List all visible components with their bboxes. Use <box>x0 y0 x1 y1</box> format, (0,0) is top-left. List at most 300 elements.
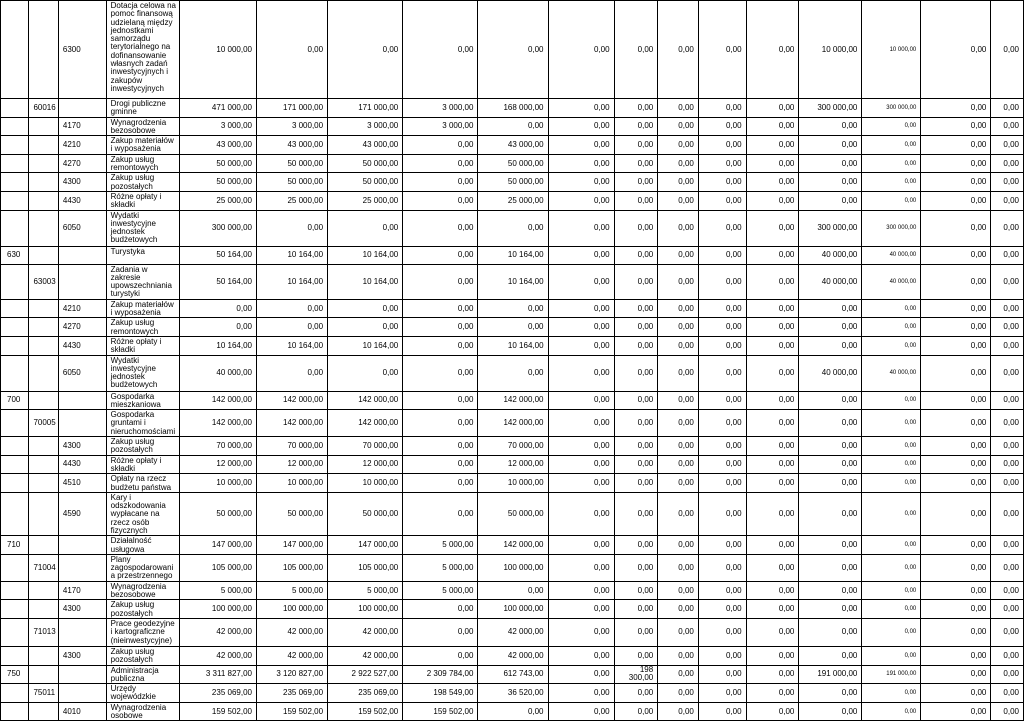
chapter-code <box>29 474 58 493</box>
value-cell: 0,00 <box>746 154 799 173</box>
paragraph-code <box>58 391 106 410</box>
paragraph-code: 6050 <box>58 355 106 391</box>
value-cell: 10 164,00 <box>478 246 548 264</box>
chapter-code <box>29 318 58 337</box>
value-cell: 0,00 <box>862 410 921 437</box>
value-cell: 0,00 <box>614 554 658 581</box>
description-cell: Turystyka <box>106 246 179 264</box>
section-code <box>1 684 29 703</box>
value-cell: 5 000,00 <box>256 581 327 600</box>
chapter-code <box>29 536 58 555</box>
value-cell: 0,00 <box>746 318 799 337</box>
value-cell: 0,00 <box>698 492 746 535</box>
value-cell: 25 000,00 <box>328 191 403 210</box>
value-cell: 50 000,00 <box>256 492 327 535</box>
value-cell: 10 164,00 <box>328 264 403 299</box>
value-cell: 0,00 <box>614 1 658 99</box>
value-cell: 142 000,00 <box>328 410 403 437</box>
value-cell: 0,00 <box>991 492 1024 535</box>
value-cell: 0,00 <box>862 117 921 136</box>
paragraph-code <box>58 536 106 555</box>
value-cell: 40 000,00 <box>862 264 921 299</box>
value-cell: 0,00 <box>614 536 658 555</box>
value-cell: 40 000,00 <box>862 246 921 264</box>
value-cell: 142 000,00 <box>179 391 256 410</box>
section-code <box>1 355 29 391</box>
value-cell: 0,00 <box>991 173 1024 192</box>
value-cell: 0,00 <box>548 355 614 391</box>
value-cell: 0,00 <box>403 410 478 437</box>
value-cell: 0,00 <box>746 684 799 703</box>
description-cell: Różne opłaty i składki <box>106 191 179 210</box>
value-cell: 0,00 <box>746 410 799 437</box>
value-cell: 0,00 <box>403 210 478 246</box>
table-row <box>1 299 1024 318</box>
value-cell: 3 000,00 <box>403 117 478 136</box>
value-cell: 0,00 <box>658 99 699 118</box>
chapter-code <box>29 336 58 355</box>
value-cell: 0,00 <box>862 437 921 456</box>
value-cell: 0,00 <box>658 474 699 493</box>
table-row <box>1 318 1024 337</box>
value-cell: 0,00 <box>746 665 799 684</box>
value-cell: 5 000,00 <box>179 581 256 600</box>
value-cell: 105 000,00 <box>328 554 403 581</box>
value-cell: 0,00 <box>548 318 614 337</box>
value-cell: 3 311 827,00 <box>179 665 256 684</box>
value-cell: 168 000,00 <box>478 99 548 118</box>
value-cell: 0,00 <box>698 665 746 684</box>
table-row <box>1 246 1024 264</box>
value-cell: 0,00 <box>658 455 699 474</box>
description-cell: Gospodarka gruntami i nieruchomościami <box>106 410 179 437</box>
value-cell: 0,00 <box>614 618 658 646</box>
value-cell: 0,00 <box>921 173 991 192</box>
value-cell: 300 000,00 <box>799 99 862 118</box>
value-cell: 5 000,00 <box>328 581 403 600</box>
section-code <box>1 581 29 600</box>
value-cell: 0,00 <box>256 210 327 246</box>
value-cell: 142 000,00 <box>256 410 327 437</box>
value-cell: 0,00 <box>862 684 921 703</box>
section-code <box>1 437 29 456</box>
value-cell: 0,00 <box>799 154 862 173</box>
description-cell: Urzędy wojewódzkie <box>106 684 179 703</box>
value-cell: 25 000,00 <box>256 191 327 210</box>
value-cell: 0,00 <box>698 1 746 99</box>
value-cell: 0,00 <box>403 154 478 173</box>
value-cell: 0,00 <box>991 299 1024 318</box>
value-cell: 0,00 <box>403 246 478 264</box>
value-cell: 0,00 <box>256 1 327 99</box>
value-cell: 0,00 <box>548 299 614 318</box>
value-cell: 0,00 <box>548 191 614 210</box>
value-cell: 0,00 <box>614 455 658 474</box>
value-cell: 0,00 <box>256 318 327 337</box>
chapter-code <box>29 702 58 721</box>
value-cell: 0,00 <box>403 173 478 192</box>
value-cell: 0,00 <box>698 554 746 581</box>
value-cell: 0,00 <box>991 410 1024 437</box>
value-cell: 0,00 <box>658 191 699 210</box>
description-cell: Zakup usług pozostałych <box>106 437 179 456</box>
value-cell: 5 000,00 <box>403 554 478 581</box>
chapter-code <box>29 246 58 264</box>
value-cell: 0,00 <box>746 474 799 493</box>
value-cell: 0,00 <box>799 702 862 721</box>
value-cell: 0,00 <box>746 136 799 155</box>
chapter-code <box>29 173 58 192</box>
value-cell: 42 000,00 <box>256 646 327 665</box>
value-cell: 12 000,00 <box>328 455 403 474</box>
chapter-code: 71004 <box>29 554 58 581</box>
value-cell: 0,00 <box>862 600 921 619</box>
value-cell: 142 000,00 <box>328 391 403 410</box>
description-cell: Zakup usług pozostałych <box>106 173 179 192</box>
section-code <box>1 191 29 210</box>
section-code: 700 <box>1 391 29 410</box>
value-cell: 0,00 <box>746 581 799 600</box>
table-row <box>1 99 1024 118</box>
value-cell: 0,00 <box>403 391 478 410</box>
description-cell: Administracja publiczna <box>106 665 179 684</box>
description-cell: Kary i odszkodowania wypłacane na rzecz osób fizycznych <box>106 492 179 535</box>
section-code <box>1 336 29 355</box>
value-cell: 105 000,00 <box>179 554 256 581</box>
value-cell: 0,00 <box>799 299 862 318</box>
value-cell: 0,00 <box>478 355 548 391</box>
value-cell: 0,00 <box>614 410 658 437</box>
section-code <box>1 264 29 299</box>
value-cell: 0,00 <box>862 618 921 646</box>
value-cell: 0,00 <box>548 99 614 118</box>
value-cell: 171 000,00 <box>328 99 403 118</box>
value-cell: 0,00 <box>698 173 746 192</box>
table-row <box>1 210 1024 246</box>
value-cell: 12 000,00 <box>478 455 548 474</box>
chapter-code <box>29 492 58 535</box>
section-code <box>1 618 29 646</box>
value-cell: 0,00 <box>746 554 799 581</box>
value-cell: 50 164,00 <box>179 264 256 299</box>
value-cell: 0,00 <box>862 391 921 410</box>
value-cell: 0,00 <box>921 246 991 264</box>
value-cell: 50 000,00 <box>328 154 403 173</box>
value-cell: 147 000,00 <box>328 536 403 555</box>
value-cell: 0,00 <box>548 581 614 600</box>
value-cell: 0,00 <box>921 554 991 581</box>
section-code <box>1 318 29 337</box>
paragraph-code: 4430 <box>58 191 106 210</box>
value-cell: 0,00 <box>799 437 862 456</box>
table-row <box>1 646 1024 665</box>
value-cell: 0,00 <box>614 318 658 337</box>
value-cell: 0,00 <box>548 136 614 155</box>
chapter-code <box>29 455 58 474</box>
value-cell: 10 164,00 <box>256 264 327 299</box>
description-cell: Zakup usług pozostałych <box>106 646 179 665</box>
value-cell: 0,00 <box>548 684 614 703</box>
value-cell: 0,00 <box>658 336 699 355</box>
value-cell: 0,00 <box>991 455 1024 474</box>
value-cell: 0,00 <box>614 117 658 136</box>
value-cell: 0,00 <box>548 336 614 355</box>
paragraph-code: 4210 <box>58 136 106 155</box>
value-cell: 10 164,00 <box>478 336 548 355</box>
paragraph-code <box>58 618 106 646</box>
value-cell: 0,00 <box>548 618 614 646</box>
value-cell: 0,00 <box>614 437 658 456</box>
value-cell: 0,00 <box>746 264 799 299</box>
value-cell: 42 000,00 <box>179 618 256 646</box>
value-cell: 10 000,00 <box>179 1 256 99</box>
value-cell: 0,00 <box>862 492 921 535</box>
table-row <box>1 455 1024 474</box>
value-cell: 0,00 <box>698 437 746 456</box>
section-code <box>1 210 29 246</box>
value-cell: 0,00 <box>746 246 799 264</box>
value-cell: 0,00 <box>698 99 746 118</box>
value-cell: 0,00 <box>658 117 699 136</box>
value-cell: 105 000,00 <box>256 554 327 581</box>
description-cell: Różne opłaty i składki <box>106 455 179 474</box>
value-cell: 0,00 <box>478 117 548 136</box>
value-cell: 0,00 <box>799 646 862 665</box>
description-cell: Zadania w zakresie upowszechniania turystyki <box>106 264 179 299</box>
value-cell: 0,00 <box>799 684 862 703</box>
value-cell: 40 000,00 <box>179 355 256 391</box>
value-cell: 50 000,00 <box>478 173 548 192</box>
value-cell: 0,00 <box>746 355 799 391</box>
value-cell: 0,00 <box>658 391 699 410</box>
value-cell: 0,00 <box>698 646 746 665</box>
table-row <box>1 264 1024 299</box>
value-cell: 10 000,00 <box>862 1 921 99</box>
chapter-code <box>29 1 58 99</box>
value-cell: 0,00 <box>328 355 403 391</box>
value-cell: 0,00 <box>799 492 862 535</box>
value-cell: 43 000,00 <box>179 136 256 155</box>
chapter-code: 70005 <box>29 410 58 437</box>
chapter-code: 75011 <box>29 684 58 703</box>
paragraph-code: 4430 <box>58 336 106 355</box>
value-cell: 0,00 <box>614 210 658 246</box>
value-cell: 0,00 <box>548 437 614 456</box>
description-cell: Zakup usług remontowych <box>106 154 179 173</box>
value-cell: 0,00 <box>403 618 478 646</box>
value-cell: 0,00 <box>658 437 699 456</box>
value-cell: 0,00 <box>614 581 658 600</box>
value-cell: 0,00 <box>991 1 1024 99</box>
value-cell: 0,00 <box>746 702 799 721</box>
paragraph-code: 4300 <box>58 437 106 456</box>
value-cell: 0,00 <box>991 391 1024 410</box>
table-row <box>1 173 1024 192</box>
table-row <box>1 492 1024 535</box>
value-cell: 0,00 <box>478 1 548 99</box>
value-cell: 0,00 <box>991 684 1024 703</box>
value-cell: 0,00 <box>698 355 746 391</box>
value-cell: 0,00 <box>548 536 614 555</box>
value-cell: 50 164,00 <box>179 246 256 264</box>
value-cell: 612 743,00 <box>478 665 548 684</box>
value-cell: 0,00 <box>746 492 799 535</box>
value-cell: 0,00 <box>862 536 921 555</box>
value-cell: 0,00 <box>256 299 327 318</box>
value-cell: 0,00 <box>862 702 921 721</box>
value-cell: 0,00 <box>799 581 862 600</box>
value-cell: 25 000,00 <box>478 191 548 210</box>
value-cell: 50 000,00 <box>256 154 327 173</box>
value-cell: 0,00 <box>478 702 548 721</box>
value-cell: 0,00 <box>658 1 699 99</box>
chapter-code <box>29 600 58 619</box>
value-cell: 0,00 <box>614 702 658 721</box>
value-cell: 50 000,00 <box>478 492 548 535</box>
value-cell: 0,00 <box>799 191 862 210</box>
chapter-code <box>29 154 58 173</box>
value-cell: 0,00 <box>921 684 991 703</box>
value-cell: 0,00 <box>614 191 658 210</box>
value-cell: 0,00 <box>698 246 746 264</box>
value-cell: 0,00 <box>614 492 658 535</box>
section-code: 750 <box>1 665 29 684</box>
value-cell: 0,00 <box>698 117 746 136</box>
value-cell: 0,00 <box>991 474 1024 493</box>
description-cell: Dotacja celowa na pomoc finansową udzielaną między jednostkami samorządu terytorialnego na dofinansowanie własnych zadań inwestycyjnych i zakupów inwestycyjnych <box>106 1 179 99</box>
value-cell: 0,00 <box>403 455 478 474</box>
value-cell: 0,00 <box>991 554 1024 581</box>
value-cell: 0,00 <box>862 474 921 493</box>
section-code <box>1 600 29 619</box>
paragraph-code <box>58 554 106 581</box>
value-cell: 0,00 <box>698 299 746 318</box>
value-cell: 191 000,00 <box>799 665 862 684</box>
paragraph-code: 4170 <box>58 117 106 136</box>
value-cell: 0,00 <box>328 318 403 337</box>
description-cell: Drogi publiczne gminne <box>106 99 179 118</box>
description-cell: Wydatki inwestycyjne jednostek budżetowych <box>106 210 179 246</box>
description-cell: Wynagrodzenia osobowe <box>106 702 179 721</box>
value-cell: 0,00 <box>746 536 799 555</box>
chapter-code: 63003 <box>29 264 58 299</box>
paragraph-code <box>58 410 106 437</box>
value-cell: 3 000,00 <box>179 117 256 136</box>
value-cell: 0,00 <box>614 336 658 355</box>
value-cell: 0,00 <box>799 410 862 437</box>
value-cell: 0,00 <box>614 154 658 173</box>
value-cell: 0,00 <box>921 154 991 173</box>
value-cell: 0,00 <box>548 646 614 665</box>
value-cell: 0,00 <box>698 336 746 355</box>
table-row <box>1 154 1024 173</box>
value-cell: 0,00 <box>799 336 862 355</box>
value-cell: 0,00 <box>658 318 699 337</box>
value-cell: 0,00 <box>799 600 862 619</box>
value-cell: 0,00 <box>991 665 1024 684</box>
value-cell: 159 502,00 <box>403 702 478 721</box>
value-cell: 0,00 <box>991 618 1024 646</box>
value-cell: 10 164,00 <box>328 246 403 264</box>
value-cell: 100 000,00 <box>256 600 327 619</box>
paragraph-code <box>58 246 106 264</box>
value-cell: 0,00 <box>746 173 799 192</box>
section-code <box>1 299 29 318</box>
value-cell: 100 000,00 <box>478 600 548 619</box>
value-cell: 235 069,00 <box>179 684 256 703</box>
value-cell: 70 000,00 <box>256 437 327 456</box>
value-cell: 0,00 <box>614 99 658 118</box>
chapter-code <box>29 646 58 665</box>
value-cell: 0,00 <box>991 264 1024 299</box>
chapter-code <box>29 210 58 246</box>
value-cell: 10 000,00 <box>799 1 862 99</box>
value-cell: 40 000,00 <box>799 355 862 391</box>
value-cell: 147 000,00 <box>256 536 327 555</box>
value-cell: 10 164,00 <box>478 264 548 299</box>
value-cell: 0,00 <box>403 600 478 619</box>
value-cell: 0,00 <box>658 600 699 619</box>
value-cell: 0,00 <box>256 355 327 391</box>
value-cell: 0,00 <box>991 117 1024 136</box>
value-cell: 0,00 <box>403 299 478 318</box>
value-cell: 0,00 <box>658 554 699 581</box>
value-cell: 0,00 <box>698 410 746 437</box>
value-cell: 0,00 <box>746 455 799 474</box>
value-cell: 43 000,00 <box>478 136 548 155</box>
value-cell: 0,00 <box>921 336 991 355</box>
value-cell: 0,00 <box>746 117 799 136</box>
value-cell: 0,00 <box>698 318 746 337</box>
value-cell: 0,00 <box>799 173 862 192</box>
value-cell: 0,00 <box>548 474 614 493</box>
section-code <box>1 173 29 192</box>
chapter-code: 71013 <box>29 618 58 646</box>
value-cell: 0,00 <box>862 336 921 355</box>
value-cell: 10 000,00 <box>328 474 403 493</box>
chapter-code <box>29 299 58 318</box>
value-cell: 100 000,00 <box>328 600 403 619</box>
value-cell: 0,00 <box>658 536 699 555</box>
value-cell: 142 000,00 <box>179 410 256 437</box>
value-cell: 171 000,00 <box>256 99 327 118</box>
value-cell: 0,00 <box>991 581 1024 600</box>
value-cell: 0,00 <box>658 264 699 299</box>
section-code <box>1 554 29 581</box>
value-cell: 0,00 <box>746 99 799 118</box>
value-cell: 0,00 <box>991 355 1024 391</box>
value-cell: 50 000,00 <box>256 173 327 192</box>
description-cell: Działalność usługowa <box>106 536 179 555</box>
value-cell: 0,00 <box>862 191 921 210</box>
value-cell: 0,00 <box>179 318 256 337</box>
table-row <box>1 136 1024 155</box>
paragraph-code <box>58 264 106 299</box>
section-code <box>1 1 29 99</box>
value-cell: 0,00 <box>862 173 921 192</box>
value-cell: 198 300,00 <box>614 665 658 684</box>
section-code <box>1 410 29 437</box>
value-cell: 43 000,00 <box>328 136 403 155</box>
value-cell: 42 000,00 <box>478 618 548 646</box>
value-cell: 0,00 <box>862 554 921 581</box>
value-cell: 0,00 <box>921 455 991 474</box>
value-cell: 0,00 <box>403 492 478 535</box>
value-cell: 3 000,00 <box>256 117 327 136</box>
value-cell: 0,00 <box>658 299 699 318</box>
value-cell: 0,00 <box>478 299 548 318</box>
table-row <box>1 117 1024 136</box>
